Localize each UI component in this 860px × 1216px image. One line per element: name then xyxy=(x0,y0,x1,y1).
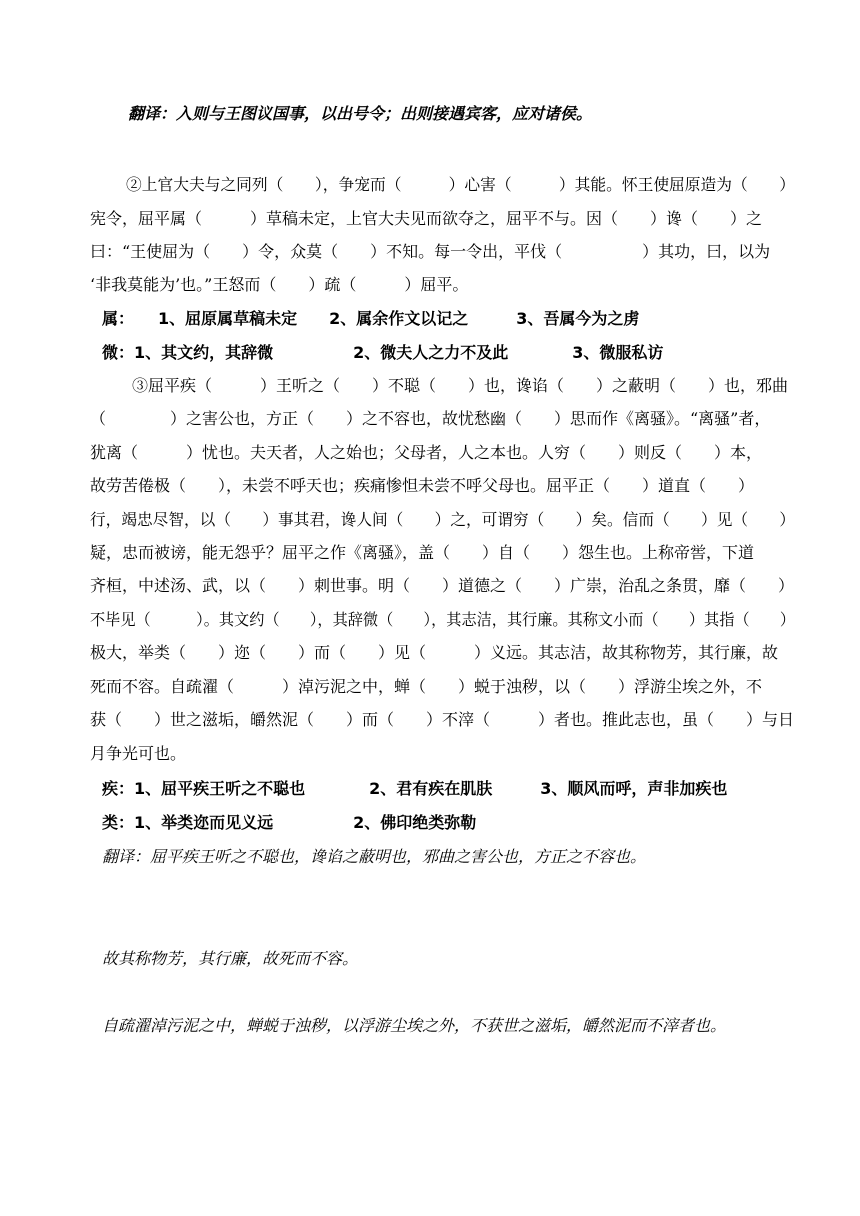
sentence-b: 自疏濯淖污泥之中，蝉蜕于浊秽，以浮游尘埃之外，不获世之滋垢，皭然泥而不滓者也。 xyxy=(102,1016,727,1035)
passage-3-line-7: 齐桓，中述汤、武，以（ ）刺世事。明（ ）道德之（ ）广崇，治乱之条贯，靡（ ） xyxy=(90,576,795,595)
sentence-a: 故其称物芳，其行廉，故死而不容。 xyxy=(102,949,359,968)
passage-3-line-11: 获（ ）世之滋垢，皭然泥（ ）而（ ）不滓（ ）者也。推此志也，虽（ ）与日 xyxy=(90,710,795,729)
passage-2-line-2: 宪令，屈平属（ ）草稿未定，上官大夫见而欲夺之，屈平不与。因（ ）谗（ ）之 xyxy=(90,209,763,228)
translation-3: 翻译：屈平疾王听之不聪也，谗谄之蔽明也，邪曲之害公也，方正之不容也。 xyxy=(102,847,647,866)
vocab-shu: 属： 1、屈原属草稿未定 2、属余作文以记之 3、吾属今为之虏 xyxy=(102,309,640,328)
vocab-lei: 类：1、举类迩而见义远 2、佛印绝类弥勒 xyxy=(102,813,477,832)
translation-1: 翻译：入则与王图议国事，以出号令；出则接遇宾客，应对诸侯。 xyxy=(128,104,593,123)
passage-2-line-3: 曰：“王使屈为（ ）令，众莫（ ）不知。每一令出，平伐（ ）其功，曰，以为 xyxy=(90,242,771,261)
passage-2-line-1: ②上官大夫与之同列（ ），争宠而（ ）心害（ ）其能。怀王使屈原造为（ ） xyxy=(126,175,795,194)
passage-3-line-12: 月争光可也。 xyxy=(90,744,187,763)
passage-3-line-5: 行，竭忠尽智，以（ ）事其君，谗人间（ ）之，可谓穷（ ）矣。信而（ ）见（ ） xyxy=(90,510,796,529)
passage-3-line-8: 不毕见（ ）。其文约（ ），其辞微（ ），其志洁，其行廉。其称文小而（ ）其指（ ） xyxy=(90,610,796,629)
passage-2-line-4: ‘非我莫能为’也。”王怒而（ ）疏（ ）屈平。 xyxy=(90,275,469,294)
passage-3-line-4: 故劳苦倦极（ ），未尝不呼天也；疾痛惨怛未尝不呼父母也。屈平正（ ）道直（ ） xyxy=(90,476,755,495)
passage-3-line-2: （ ）之害公也，方正（ ）之不容也，故忧愁幽（ ）思而作《离骚》。“离骚”者， xyxy=(90,409,771,428)
passage-3-line-10: 死而不容。自疏濯（ ）淖污泥之中，蝉（ ）蜕于浊秽，以（ ）浮游尘埃之外，不 xyxy=(90,677,763,696)
vocab-wei: 微：1、其文约，其辞微 2、微夫人之力不及此 3、微服私访 xyxy=(102,343,664,362)
vocab-ji: 疾：1、屈平疾王听之不聪也 2、君有疾在肌肤 3、顺风而呼，声非加疾也 xyxy=(102,779,728,798)
passage-3-line-6: 疑，忠而被谤，能无怨乎？屈平之作《离骚》，盖（ ）自（ ）怨生也。上称帝喾，下道 xyxy=(90,543,755,562)
passage-3-line-1: ③屈平疾（ ）王听之（ ）不聪（ ）也，谗谄（ ）之蔽明（ ）也，邪曲 xyxy=(116,376,789,395)
passage-3-line-3: 犹离（ ）忧也。夫天者，人之始也；父母者，人之本也。人穷（ ）则反（ ）本， xyxy=(90,443,763,462)
passage-3-line-9: 极大，举类（ ）迩（ ）而（ ）见（ ）义远。其志洁，故其称物芳，其行廉，故 xyxy=(90,643,779,662)
